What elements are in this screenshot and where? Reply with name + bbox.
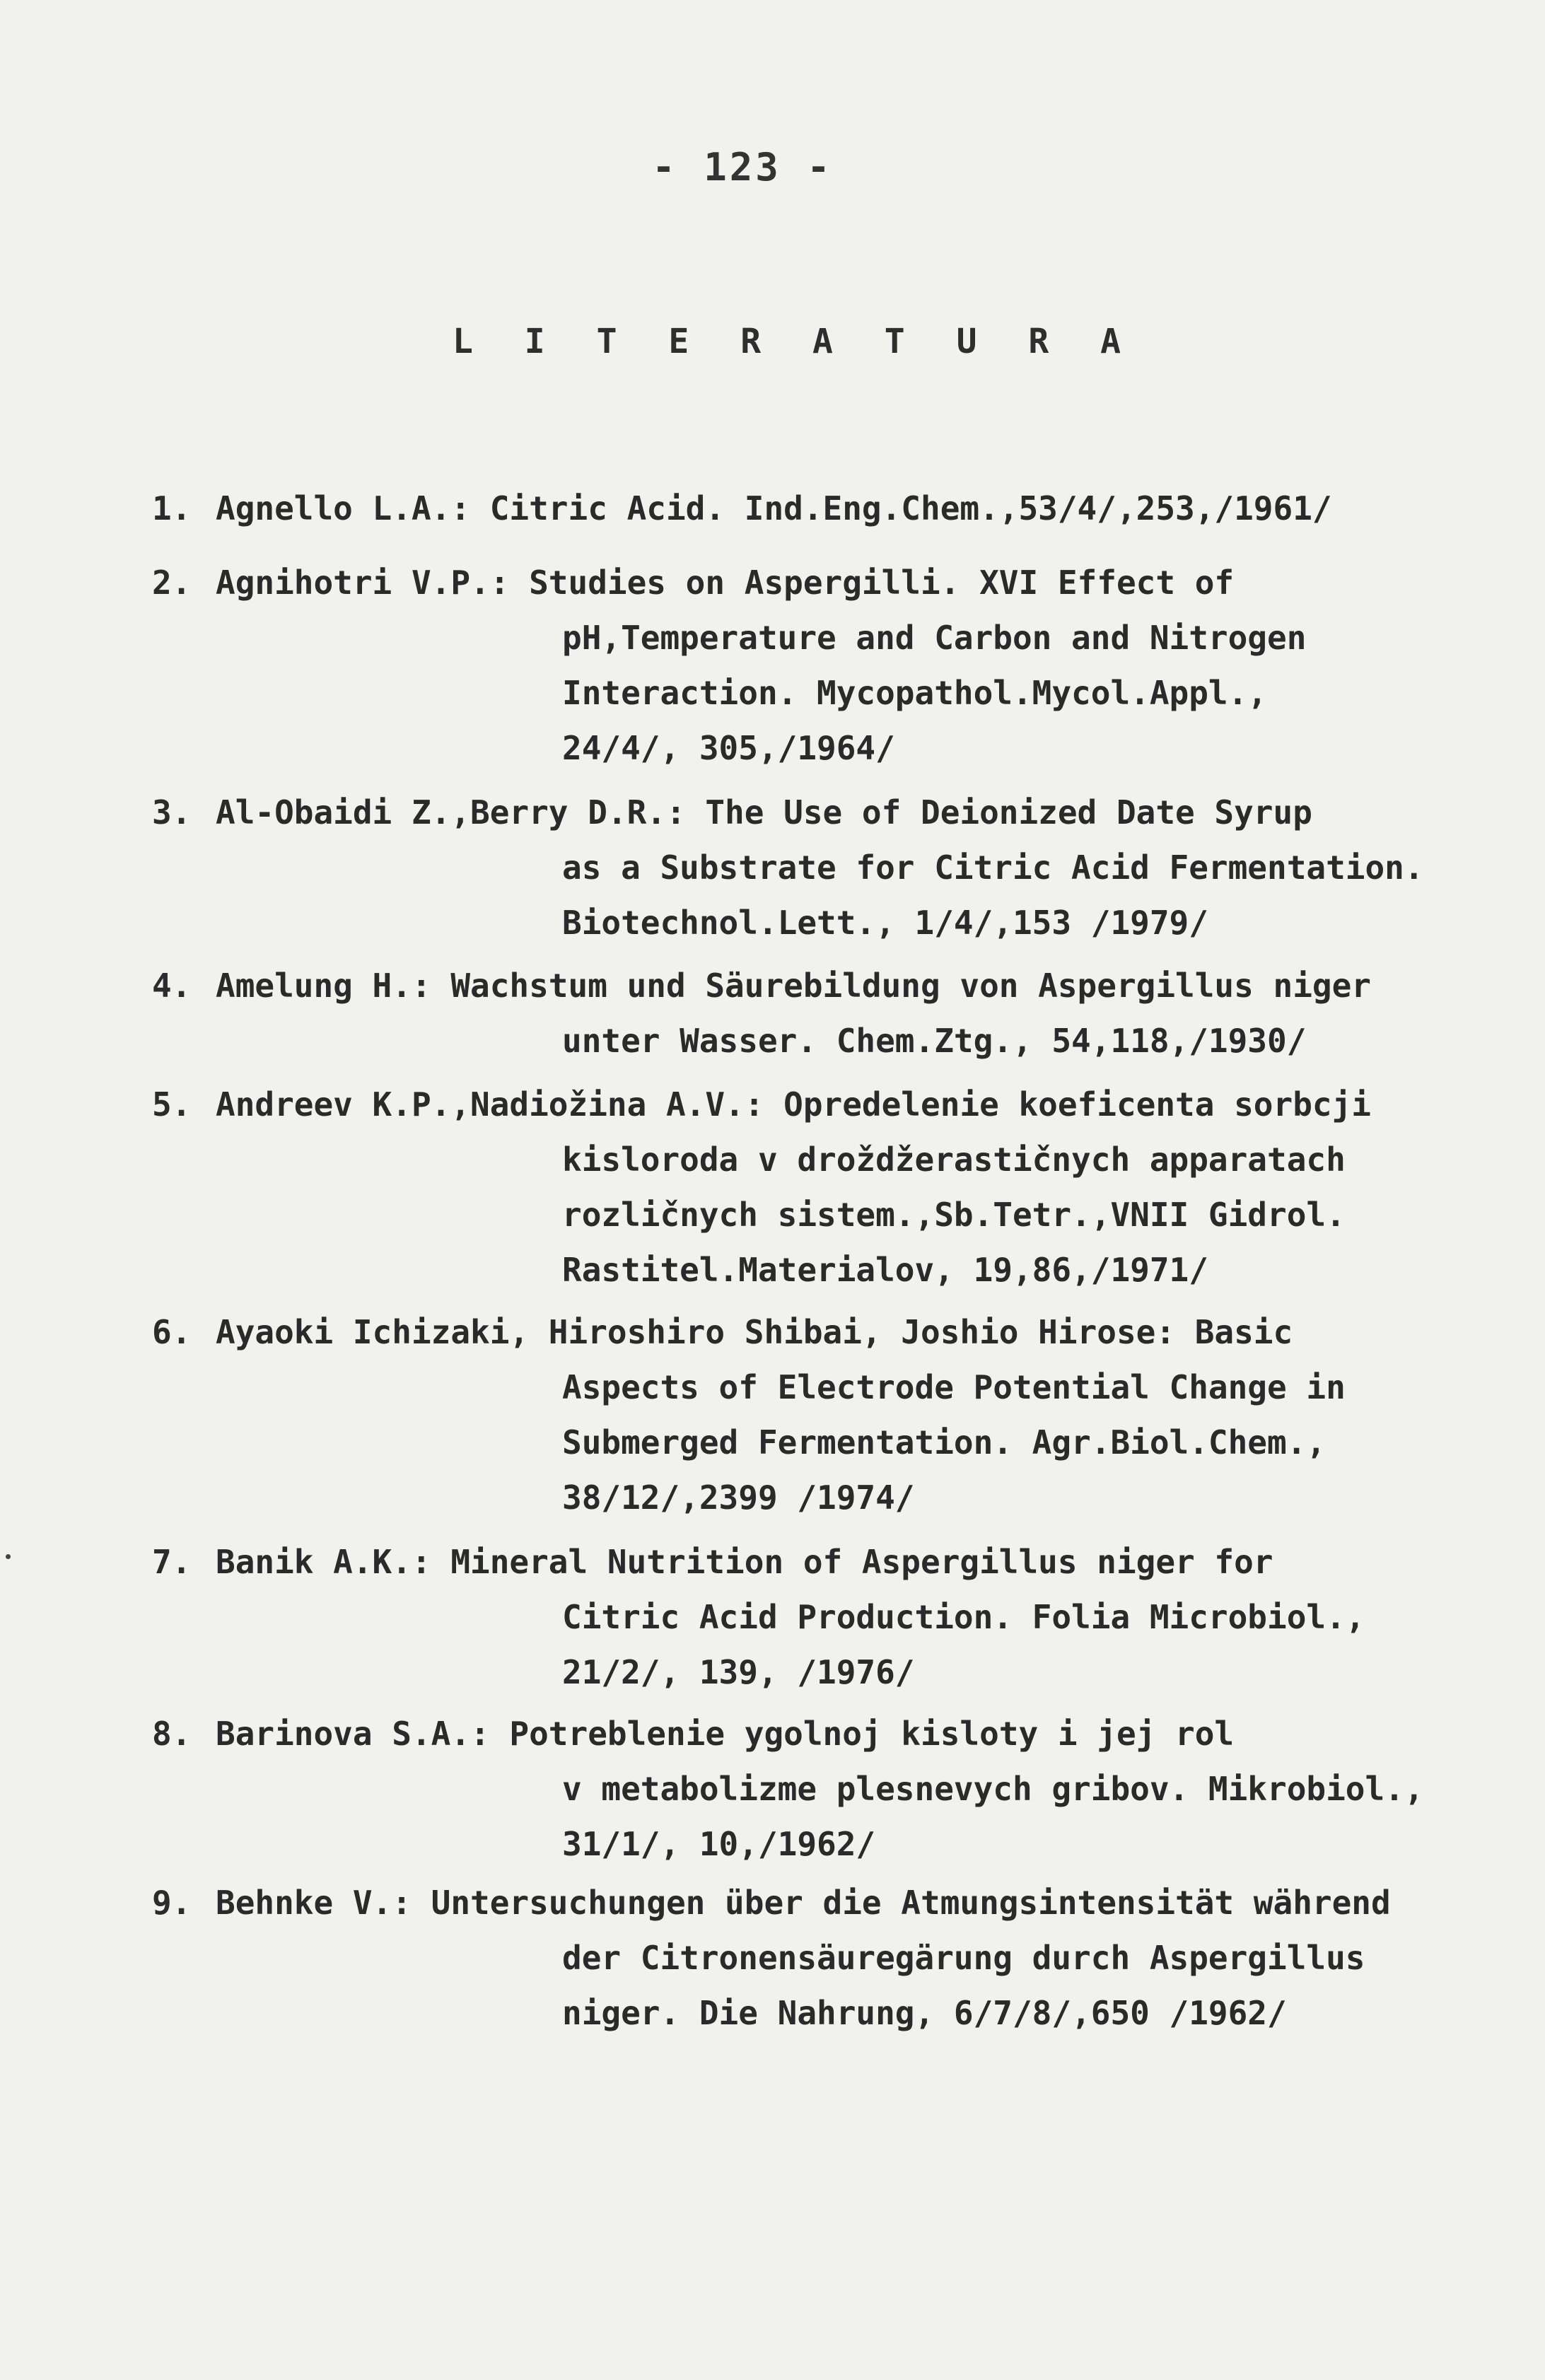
reference-number: 4. (152, 967, 192, 1005)
reference-number: 3. (152, 793, 192, 832)
reference-line: kisloroda v droždžerastičnych apparatach (562, 1141, 1346, 1179)
reference-line: Agnihotri V.P.: Studies on Aspergilli. XVI Effect of (216, 564, 1235, 602)
reference-number: 8. (152, 1715, 192, 1753)
reference-line: 38/12/,2399 /1974/ (562, 1478, 915, 1517)
reference-line: Ayaoki Ichizaki, Hiroshiro Shibai, Joshio Hirose: Basic (216, 1313, 1293, 1351)
reference-line: rozličnych sistem.,Sb.Tetr.,VNII Gidrol. (562, 1196, 1346, 1234)
reference-line: Aspects of Electrode Potential Change in (562, 1368, 1346, 1406)
reference-line: Rastitel.Materialov, 19,86,/1971/ (562, 1251, 1208, 1289)
reference-line: Banik A.K.: Mineral Nutrition of Aspergillus niger for (216, 1543, 1273, 1581)
reference-line: Al-Obaidi Z.,Berry D.R.: The Use of Deionized Date Syrup (216, 793, 1312, 832)
page-number: - 123 - (652, 145, 833, 189)
reference-line: Citric Acid Production. Folia Microbiol., (562, 1598, 1365, 1636)
reference-number: 6. (152, 1313, 192, 1351)
reference-line: 21/2/, 139, /1976/ (562, 1653, 915, 1691)
reference-number: 5. (152, 1085, 192, 1124)
reference-number: 1. (152, 489, 192, 527)
reference-number: 2. (152, 564, 192, 602)
reference-line: niger. Die Nahrung, 6/7/8/,650 /1962/ (562, 1994, 1287, 2032)
reference-line: Submerged Fermentation. Agr.Biol.Chem., (562, 1423, 1327, 1462)
reference-line: Biotechnol.Lett., 1/4/,153 /1979/ (562, 904, 1208, 942)
stray-mark (6, 1554, 11, 1559)
reference-line: Interaction. Mycopathol.Mycol.Appl., (562, 674, 1267, 712)
reference-line: Amelung H.: Wachstum und Säurebildung von Aspergillus niger (216, 967, 1371, 1005)
reference-line: Behnke V.: Untersuchungen über die Atmungsintensität während (216, 1884, 1391, 1922)
reference-line: Andreev K.P.,Nadiožina A.V.: Opredelenie koeficenta sorbcji (216, 1085, 1371, 1124)
reference-number: 9. (152, 1884, 192, 1922)
reference-line: Agnello L.A.: Citric Acid. Ind.Eng.Chem.,53/4/,253,/1961/ (216, 489, 1332, 527)
reference-line: as a Substrate for Citric Acid Fermentation. (562, 848, 1424, 887)
reference-line: pH,Temperature and Carbon and Nitrogen (562, 619, 1307, 657)
reference-line: der Citronensäuregärung durch Aspergillus (562, 1939, 1365, 1977)
reference-number: 7. (152, 1543, 192, 1581)
reference-line: Barinova S.A.: Potreblenie ygolnoj kisloty i jej rol (216, 1715, 1235, 1753)
reference-line: v metabolizme plesnevych gribov. Mikrobiol., (562, 1770, 1424, 1808)
reference-line: 24/4/, 305,/1964/ (562, 729, 895, 767)
reference-line: unter Wasser. Chem.Ztg., 54,118,/1930/ (562, 1022, 1307, 1060)
section-heading: L I T E R A T U R A (453, 322, 1137, 361)
reference-line: 31/1/, 10,/1962/ (562, 1825, 876, 1863)
